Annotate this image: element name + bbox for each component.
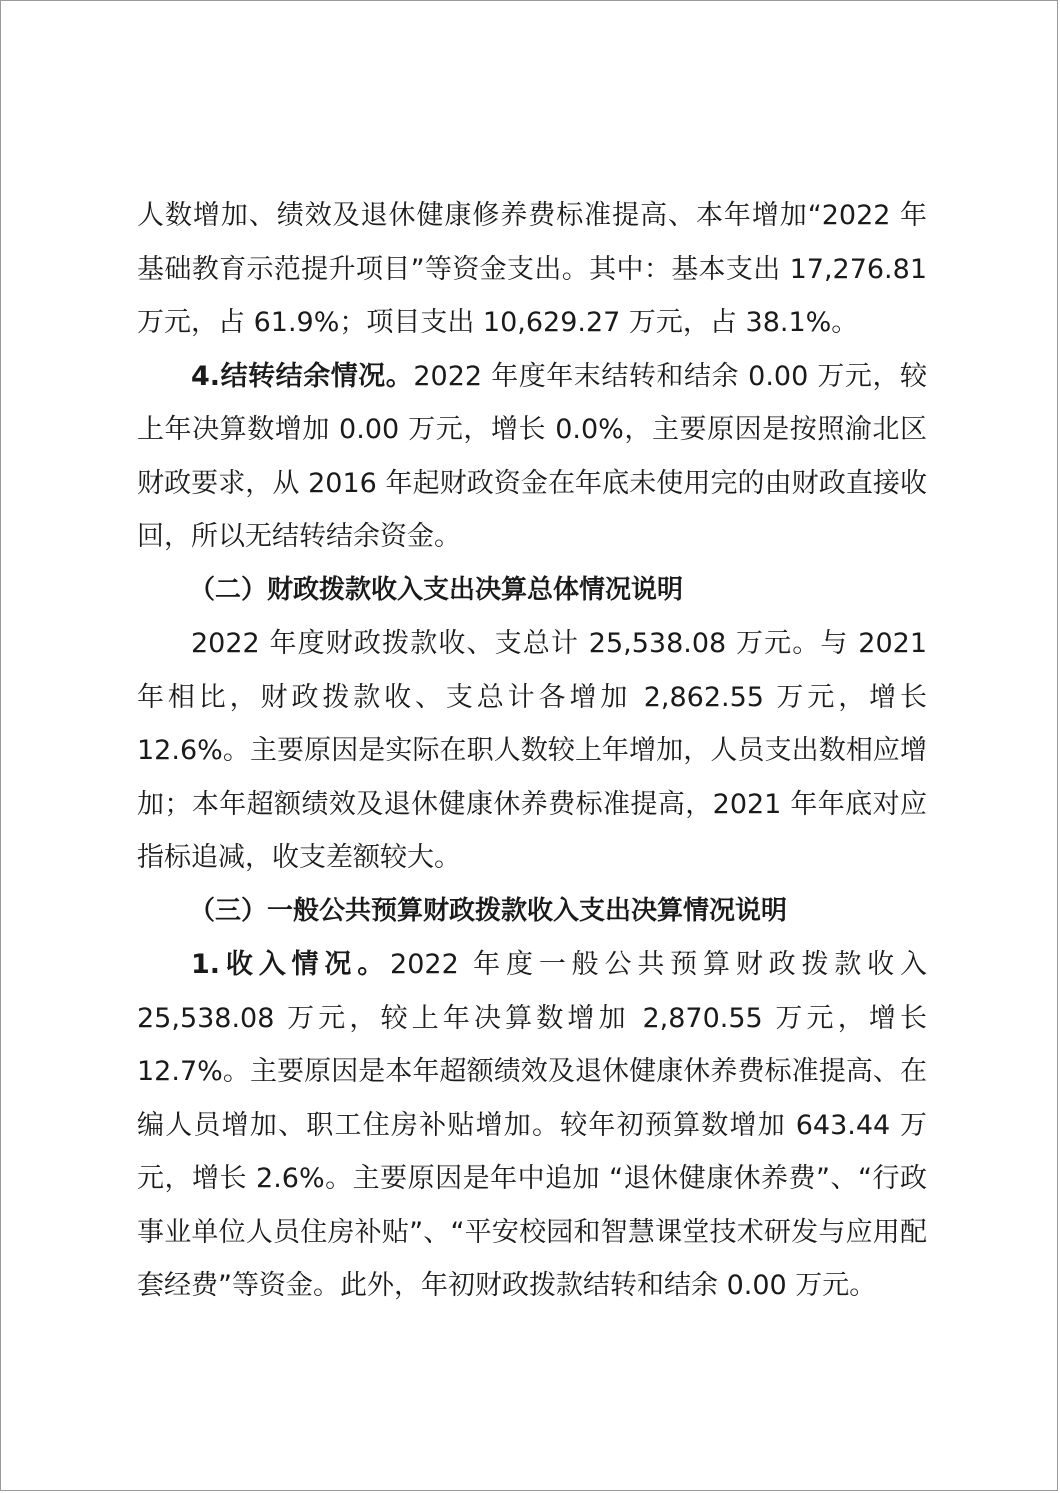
paragraph-continued: 人数增加、绩效及退休健康修养费标准提高、本年增加“2022 年基础教育示范提升项目”等资金支出。其中：基本支出 17,276.81 万元，占 61.9%；项目支出 10,629.27 万元，占 38.1%。 bbox=[137, 200, 927, 338]
paragraph-lead-carryover: 4.结转结余情况。 bbox=[191, 360, 414, 392]
paragraph-text-income: 2022 年度一般公共预算财政拨款收入 25,538.08 万元，较上年决算数增加 2,870.55 万元，增长 12.7%。主要原因是本年超额绩效及退休健康休养费标准提高、在编人员增加、职工住房补贴增加。较年初预算数增加 643.44 万元，增长 2.6%。主要原因是年中追加 “退休健康休养费”、“行政事业单位人员住房补贴”、“平安校园和智慧课堂技术研发与应用配套经费”等资金。此外，年初财政拨款结转和结余 0.00 万元。 bbox=[137, 949, 928, 1301]
section-heading-3: （三）一般公共预算财政拨款收入支出决算情况说明 bbox=[189, 895, 788, 926]
paragraph-fiscal-overview: 2022 年度财政拨款收、支总计 25,538.08 万元。与 2021 年相比，财政拨款收、支总计各增加 2,862.55 万元，增长 12.6%。主要原因是实际在职人数较上年增加，人员支出数相应增加；本年超额绩效及退休健康休养费标准提高，2021 年年底对应指标追减，收支差额较大。 bbox=[137, 628, 927, 873]
section-heading-2: （二）财政拨款收入支出决算总体情况说明 bbox=[189, 574, 684, 605]
document-body bbox=[137, 189, 927, 1313]
paragraph-text-carryover: 2022 年度年末结转和结余 0.00 万元，较上年决算数增加 0.00 万元，增长 0.0%，主要原因是按照渝北区财政要求，从 2016 年起财政资金在年底未使用完的由财政直接收回，所以无结转结余资金。 bbox=[137, 360, 928, 552]
paragraph-lead-income: 1.收入情况。 bbox=[191, 949, 391, 980]
paragraph-carryover bbox=[137, 350, 927, 564]
paragraph-income bbox=[137, 938, 927, 1313]
